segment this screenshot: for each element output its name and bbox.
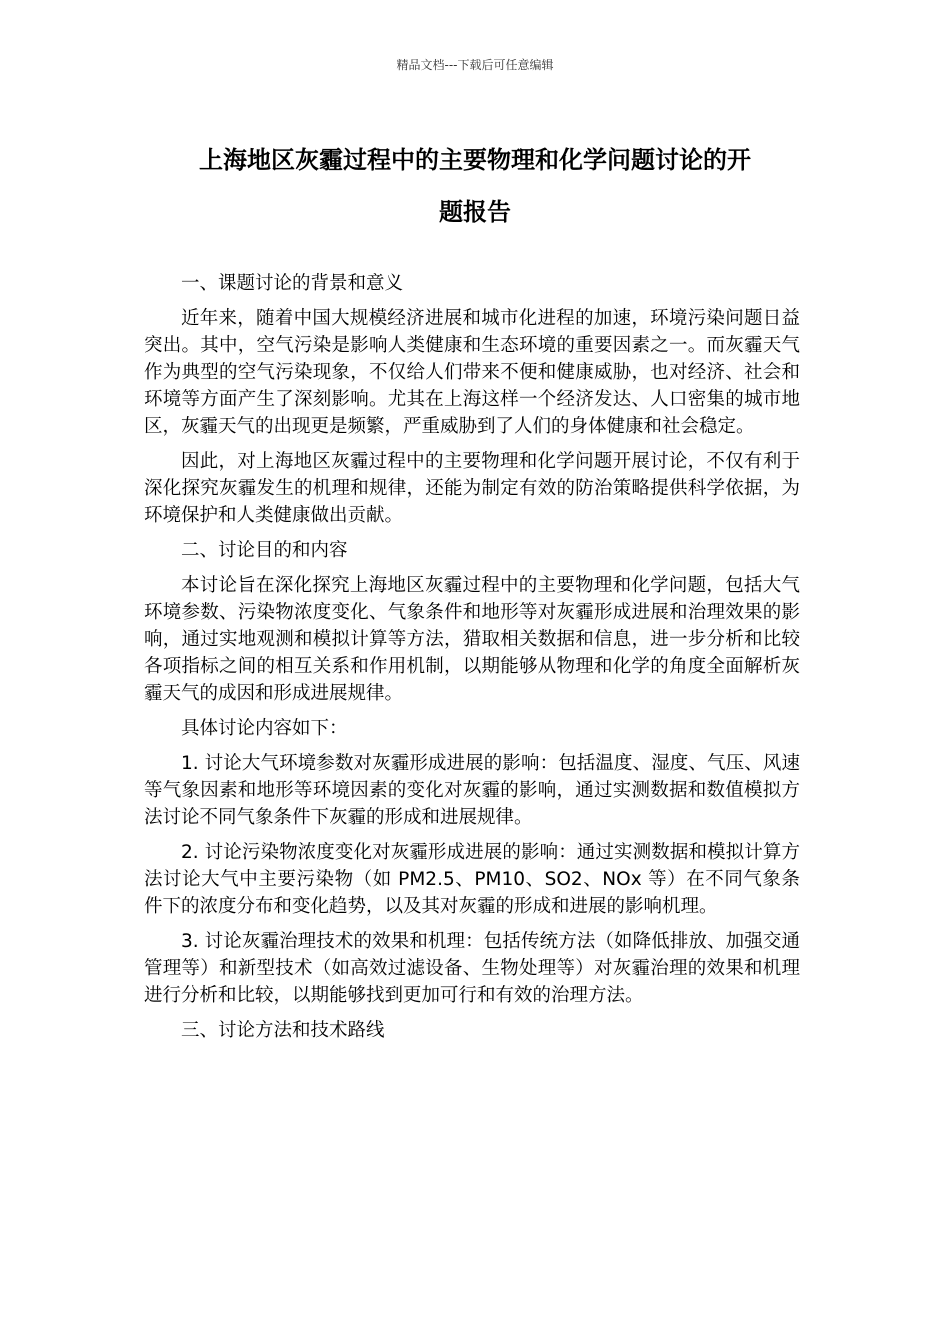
paragraph-background-1: 近年来，随着中国大规模经济进展和城市化进程的加速，环境污染问题日益突出。其中，空气污染是影响人类健康和生态环境的重要因素之一。而灰霾天气作为典型的空气污染现象，不仅给人们带来不便和健康威胁，也对经济、社会和环境等方面产生了深刻影响。尤其在上海这样一个经济发达、人口密集的城市地区，灰霾天气的出现更是频繁，严重威胁到了人们的身体健康和社会稳定。 xyxy=(144,308,800,437)
section-heading-background: 一、课题讨论的背景和意义 xyxy=(181,273,404,294)
document-title xyxy=(100,134,850,238)
paragraph-objectives-1: 本讨论旨在深化探究上海地区灰霾过程中的主要物理和化学问题，包括大气环境参数、污染物浓度变化、气象条件和地形等对灰霾形成进展和治理效果的影响，通过实地观测和模拟计算等方法，猎取相关数据和信息，进一步分析和比较各项指标之间的相互关系和作用机制，以期能够从物理和化学的角度全面解析灰霾天气的成因和形成进展规律。 xyxy=(144,575,800,704)
title-line-1: 上海地区灰霾过程中的主要物理和化学问题讨论的开 xyxy=(199,146,751,174)
list-item: 1. 讨论大气环境参数对灰霾形成进展的影响：包括温度、湿度、气压、风速等气象因素和地形等环境因素的变化对灰霾的影响，通过实测数据和数值模拟方法讨论不同气象条件下灰霾的形成和进展规律。 xyxy=(144,753,800,828)
list-item: 3. 讨论灰霾治理技术的效果和机理：包括传统方法（如降低排放、加强交通管理等）和新型技术（如高效过滤设备、生物处理等）对灰霾治理的效果和机理进行分析和比较，以期能够找到更加可行和有效的治理方法。 xyxy=(144,931,800,1006)
document-body xyxy=(144,270,800,1052)
paragraph-background-2: 因此，对上海地区灰霾过程中的主要物理和化学问题开展讨论，不仅有利于深化探究灰霾发生的机理和规律，还能为制定有效的防治策略提供科学依据，为环境保护和人类健康做出贡献。 xyxy=(144,451,800,526)
section-heading-objectives: 二、讨论目的和内容 xyxy=(181,540,348,561)
list-item: 2. 讨论污染物浓度变化对灰霾形成进展的影响：通过实测数据和模拟计算方法讨论大气中主要污染物（如 PM2.5、PM10、SO2、NOx 等）在不同气象条件下的浓度分布和变化趋势，以及其对灰霾的形成和进展的影响机理。 xyxy=(144,842,800,917)
section-heading-methods: 三、讨论方法和技术路线 xyxy=(181,1020,385,1041)
paragraph-content-intro: 具体讨论内容如下： xyxy=(181,718,348,739)
title-line-2: 题报告 xyxy=(439,198,511,226)
header-note: 精品文档---下载后可任意编辑 xyxy=(396,58,554,72)
